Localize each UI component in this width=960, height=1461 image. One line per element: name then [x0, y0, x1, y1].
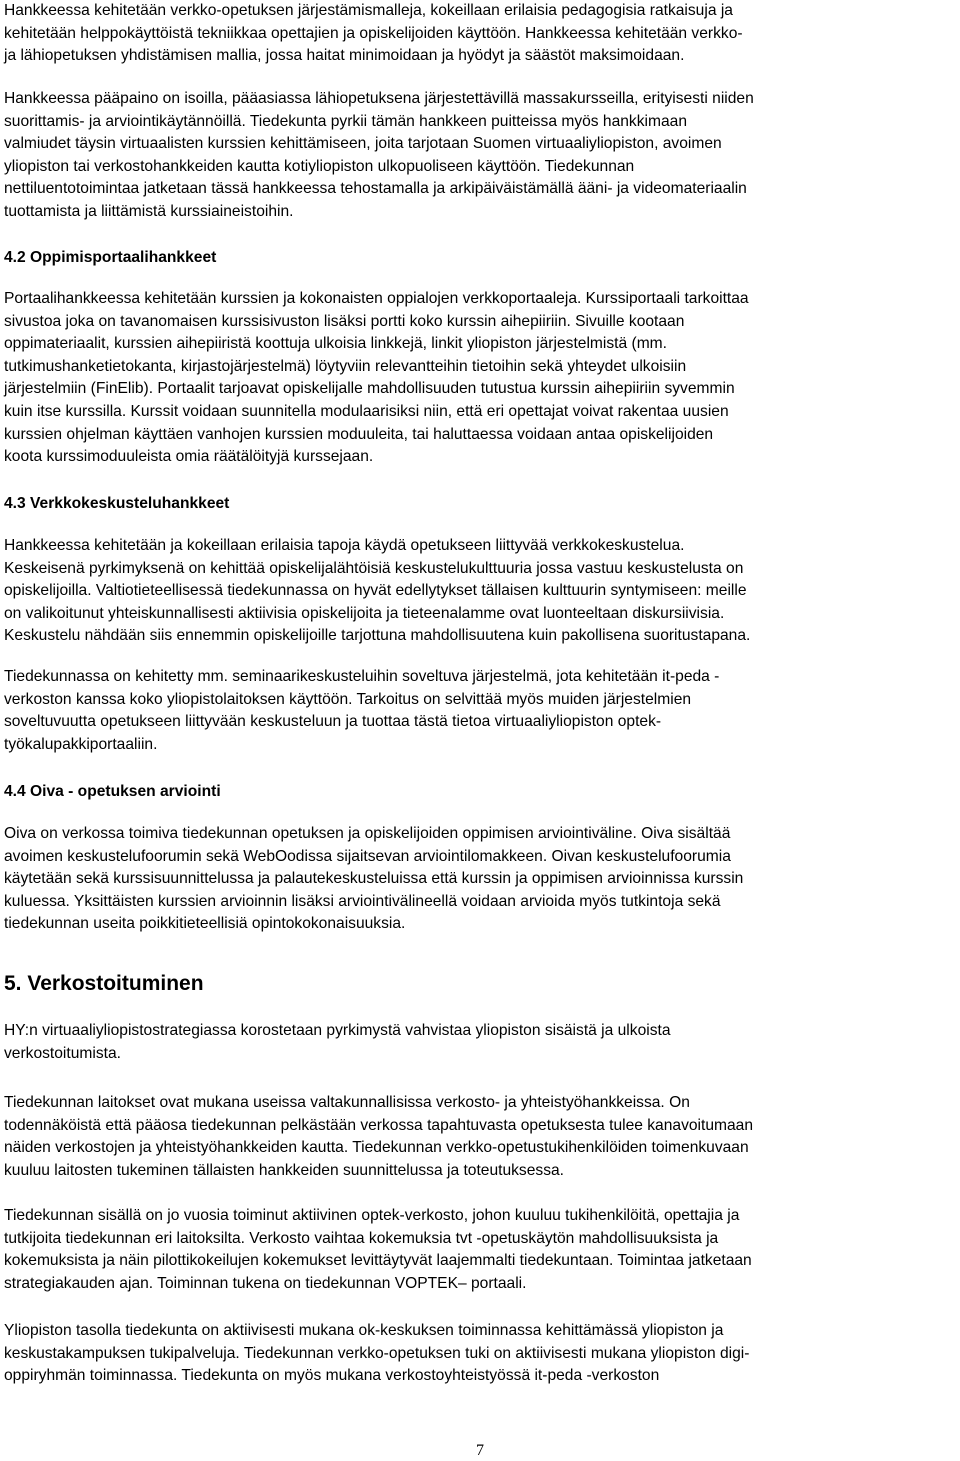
paragraph-optek: Tiedekunnan sisällä on jo vuosia toiminut aktiivinen optek-verkosto, johon kuuluu tukihenkilöitä, opettajia ja tutkijoita tiedekunnan eri laitoksilta. Verkosto vaihtaa kokemuksia tvt -opetuskäytön mahdollisuuksista ja kokemuksista ja näin pilottikokeilujen kokemukset levittäytyvät laajemmalti tiedekuntaan. Toimintaa jatketaan strategiakauden ajan. Toiminnan tukena on tiedekunnan VOPTEK– portaali.	[4, 1207, 752, 1292]
paragraph-departments: Tiedekunnan laitokset ovat mukana useissa valtakunnallisissa verkosto- ja yhteistyöhankkeissa. On todennäköistä että pääosa tiedekunnan pelkästään verkossa tapahtuvasta opetuksesta tulee kanavoitumaan näiden verkostojen ja yhteistyöhankkeiden kautta. Tiedekunnan verkko-opetustukihenkilöiden toimenkuvaan kuuluu laitosten tukeminen tällaisten hankkeiden suunnittelussa ja toteutuksessa.	[4, 1094, 754, 1179]
paragraph-focus: Hankkeessa pääpaino on isoilla, pääasiassa lähiopetuksena järjestettävillä massakursseilla, erityisesti niiden suorittamis- ja arviointikäytännöillä. Tiedekunta pyrkii tämän hankkeen puitteissa myös hankkimaan valmiudet täysin virtuaalisten kurssien kehittämiseen, joita tarjotaan Suomen virtuaaliyliopiston, avoimen yliopiston tai verkostohankkeiden kautta kotiyliopiston ulkopuoliseen käyttöön. Tiedekunnan nettiluentotoimintaa jatketaan tässä hankkeessa tehostamalla ja arkipäiväistämällä ääni- ja videomateriaalin tuottamista ja liittämistä kurssiaineistoihin.	[4, 90, 754, 220]
paragraph-portal: Portaalihankkeessa kehitetään kurssien ja kokonaisten oppialojen verkkoportaaleja. Kurssiportaali tarkoittaa sivustoa joka on tavanomaisen kurssisivuston lisäksi portti koko kurssin aihepiiriin. Sivuille kootaan oppimateriaalit, kurssien aihepiiristä koottuja ulkoisia linkkejä, linkit yliopiston järjestelmistä (mm. tutkimushanketietokanta, kirjastojärjestelmä) löytyviin relevantteihin tietoihin sekä yhteydet ulkoisiin järjestelmiin (FinElib). Portaalit tarjoavat opiskelijalle mahdollisuuden tutustua kurssin aihepiiriin syvemmin kuin itse kurssilla. Kurssit voidaan suunnitella modulaarisiksi niin, että eri opettajat voivat rakentaa uusien kurssien ohjelman käyttäen vanhojen kurssien moduuleita, tai haluttaessa voidaan antaa opiskelijoiden koota kurssimoduuleista omia räätälöityjä kurssejaan.	[4, 290, 749, 466]
page-number: 7	[476, 1442, 484, 1459]
heading-5: 5. Verkostoituminen	[4, 972, 204, 995]
paragraph-oiva: Oiva on verkossa toimiva tiedekunnan opetuksen ja opiskelijoiden oppimisen arviointiväline. Oiva sisältää avoimen keskustelufoorumin sekä WebOodissa sijaitsevan arviointilomakkeen. Oivan keskustelufoorumia käytetään sekä kurssisuunnittelussa ja palautekeskusteluissa että kurssin ja oppimisen arvioinnissa kurssin kuluessa. Yksittäisten kurssien arvioinnin lisäksi arviointivälineellä voidaan arvioida myös tutkintoja sekä tiedekunnan useita poikkitieteellisiä opintokokonaisuuksia.	[4, 825, 744, 933]
paragraph-strategy: HY:n virtuaaliyliopistostrategiassa korostetaan pyrkimystä vahvistaa yliopiston sisäistä ja ulkoista verkostoitumista.	[4, 1022, 671, 1062]
paragraph-intro: Hankkeessa kehitetään verkko-opetuksen järjestämismalleja, kokeillaan erilaisia pedagogisia ratkaisuja ja kehitetään helppokäyttöistä tekniikkaa opettajien ja opiskelijoiden käyttöön. Hankkeessa kehitetään verkko- ja lähiopetuksen yhdistämisen mallia, jossa haitat minimoidaan ja hyödyt ja säästöt maksimoidaan.	[4, 2, 743, 65]
heading-4-4: 4.4 Oiva - opetuksen arviointi	[4, 783, 221, 800]
paragraph-university: Yliopiston tasolla tiedekunta on aktiivisesti mukana ok-keskuksen toiminnassa kehittämässä yliopiston ja keskustakampuksen tukipalveluja. Tiedekunnan verkko-opetuksen tuki on aktiivisesti mukana yliopiston digi- oppiryhmän toiminnassa. Tiedekunta on myös mukana verkostoyhteistyössä it-peda -verkoston	[4, 1322, 750, 1385]
heading-4-3: 4.3 Verkkokeskusteluhankkeet	[4, 495, 230, 512]
paragraph-discussion: Hankkeessa kehitetään ja kokeillaan erilaisia tapoja käydä opetukseen liittyvää verkkokeskustelua. Keskeisenä pyrkimyksenä on kehittää opiskelijalähtöisiä keskustelukulttuuria jossa vastuu keskustelusta on opiskelijoilla. Valtiotieteellisessä tiedekunnassa on hyvät edellytykset tällaisen kulttuurin syntymiseen: meille on valikoitunut yhteiskunnallisesti aktiivisia opiskelijoita ja tieteenalamme ovat luonteeltaan diskursiivisia. Keskustelu nähdään siis ennemmin opiskelijoille tarjottuna mahdollisuutena kuin pakollisena suoritustapana.	[4, 537, 751, 645]
heading-4-2: 4.2 Oppimisportaalihankkeet	[4, 249, 217, 266]
paragraph-seminar: Tiedekunnassa on kehitetty mm. seminaarikeskusteluihin soveltuva järjestelmä, jota kehitetään it-peda - verkoston kanssa koko yliopistolaitoksen käyttöön. Tarkoitus on selvittää myös muiden järjestelmien soveltuvuutta opetukseen liittyvään keskusteluun ja tuottaa tästä tietoa virtuaaliyliopiston optek- työkalupakkiportaaliin.	[4, 668, 720, 753]
